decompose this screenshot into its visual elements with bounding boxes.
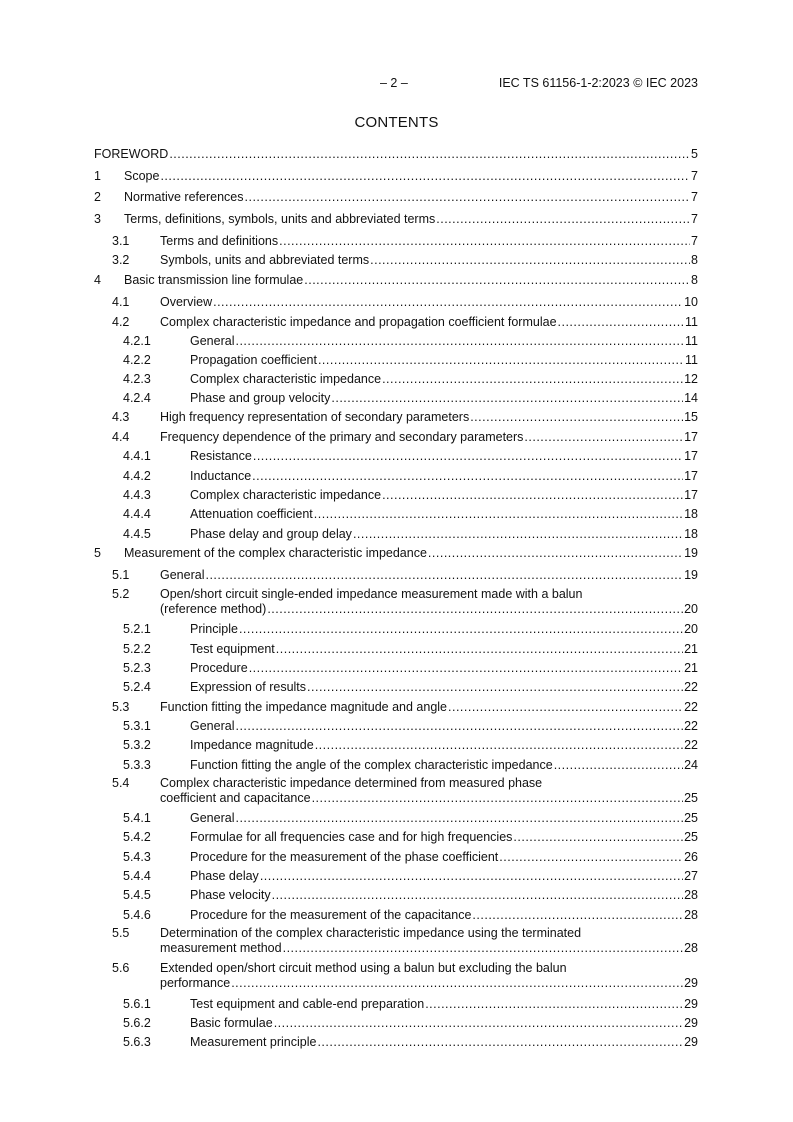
toc-entry-title: Measurement principle bbox=[190, 1035, 317, 1049]
toc-entry-body bbox=[124, 190, 698, 205]
toc-entry-title: Terms and definitions bbox=[160, 234, 279, 248]
dot-leader bbox=[272, 888, 683, 903]
toc-entry-title: Expression of results bbox=[190, 680, 307, 694]
toc-entry-number: 4.4.4 bbox=[123, 507, 151, 521]
toc-entry-title: General bbox=[160, 568, 205, 582]
toc-entry-title: Propagation coefficient bbox=[190, 353, 317, 367]
toc-entry-body bbox=[160, 961, 698, 991]
toc-entry-title: Overview bbox=[160, 295, 213, 309]
dot-leader bbox=[331, 391, 683, 406]
toc-entry-body bbox=[190, 527, 698, 542]
toc-entry-body bbox=[160, 568, 698, 583]
toc-entry-page: 8 bbox=[691, 273, 698, 287]
toc-title: CONTENTS bbox=[354, 114, 439, 131]
toc-entry-number: 5.3.2 bbox=[123, 738, 151, 752]
dot-leader bbox=[317, 1035, 683, 1050]
toc-entry-title: Attenuation coefficient bbox=[190, 507, 313, 521]
dot-leader bbox=[436, 212, 690, 227]
toc-entry-title: Formulae for all frequencies case and for high frequencies bbox=[190, 830, 513, 844]
toc-entry-body bbox=[190, 661, 698, 676]
toc-entry-title: FOREWORD bbox=[94, 147, 169, 161]
toc-entry-title: Phase delay bbox=[190, 869, 259, 883]
toc-entry-page: 15 bbox=[684, 410, 698, 424]
toc-entry-page: 29 bbox=[684, 976, 698, 990]
toc-entry-page: 28 bbox=[684, 908, 698, 922]
toc-entry-page: 22 bbox=[684, 680, 698, 694]
dot-leader bbox=[249, 661, 683, 676]
dot-leader bbox=[448, 700, 683, 715]
dot-leader bbox=[239, 622, 683, 637]
dot-leader bbox=[267, 602, 683, 617]
toc-entry-body bbox=[124, 546, 698, 561]
toc-entry-title: Procedure for the measurement of the phase coefficient bbox=[190, 850, 499, 864]
toc-entry-page: 17 bbox=[684, 449, 698, 463]
toc-entry-title-line1: Open/short circuit single-ended impedance measurement made with a balun bbox=[160, 587, 583, 601]
toc-entry-number: 2 bbox=[94, 190, 101, 204]
toc-entry-title: Symbols, units and abbreviated terms bbox=[160, 253, 370, 267]
toc-entry-number: 5.2.3 bbox=[123, 661, 151, 675]
toc-entry-number: 4.3 bbox=[112, 410, 130, 424]
toc-entry-page: 28 bbox=[684, 888, 698, 902]
toc-entry-body bbox=[190, 642, 698, 657]
toc-entry-body bbox=[160, 776, 698, 806]
dot-leader bbox=[382, 488, 683, 503]
toc-entry-title: Phase and group velocity bbox=[190, 391, 331, 405]
toc-entry-title: Frequency dependence of the primary and secondary parameters bbox=[160, 430, 524, 444]
toc-entry-title: Resistance bbox=[190, 449, 252, 463]
toc-entry-title: General bbox=[190, 719, 235, 733]
toc-entry-page: 29 bbox=[684, 1035, 698, 1049]
toc-entry-number: 5.4 bbox=[112, 776, 130, 790]
toc-entry-body bbox=[190, 449, 698, 464]
dot-leader bbox=[235, 719, 683, 734]
toc-entry-page: 25 bbox=[684, 830, 698, 844]
dot-leader bbox=[169, 147, 690, 162]
toc-entry-number: 5.5 bbox=[112, 926, 130, 940]
toc-entry-body bbox=[190, 830, 698, 845]
toc-entry-page: 29 bbox=[684, 1016, 698, 1030]
toc-entry-page: 22 bbox=[684, 738, 698, 752]
toc-entry-body bbox=[190, 622, 698, 637]
toc-entry-body bbox=[190, 334, 698, 349]
toc-entry-number: 4.4 bbox=[112, 430, 130, 444]
toc-entry-body bbox=[190, 738, 698, 753]
toc-entry-body bbox=[94, 147, 698, 162]
toc-entry-page: 17 bbox=[684, 469, 698, 483]
toc-entry-number: 5.4.4 bbox=[123, 869, 151, 883]
toc-entry-body bbox=[190, 1035, 698, 1050]
toc-entry-number: 5.4.6 bbox=[123, 908, 151, 922]
toc-entry-body bbox=[190, 507, 698, 522]
toc-entry-number: 4.4.1 bbox=[123, 449, 151, 463]
dot-leader bbox=[160, 169, 690, 184]
toc-entry-title: Phase delay and group delay bbox=[190, 527, 352, 541]
toc-entry-page: 7 bbox=[691, 212, 698, 226]
toc-entry-number: 4.2 bbox=[112, 315, 130, 329]
toc-entry-number: 4.2.4 bbox=[123, 391, 151, 405]
toc-entry-title: Inductance bbox=[190, 469, 252, 483]
dot-leader bbox=[470, 410, 683, 425]
toc-entry-title: Phase velocity bbox=[190, 888, 271, 902]
toc-entry-number: 5.4.5 bbox=[123, 888, 151, 902]
toc-entry-title: High frequency representation of secondary parameters bbox=[160, 410, 470, 424]
dot-leader bbox=[554, 758, 683, 773]
toc-entry-page: 12 bbox=[684, 372, 698, 386]
toc-entry-title: Normative references bbox=[124, 190, 244, 204]
toc-entry-number: 5.3.3 bbox=[123, 758, 151, 772]
toc-entry-title: Function fitting the impedance magnitude and angle bbox=[160, 700, 447, 714]
toc-entry-number: 4.4.2 bbox=[123, 469, 151, 483]
toc-entry-body bbox=[190, 469, 698, 484]
toc-entry-page: 21 bbox=[684, 661, 698, 675]
toc-entry-page: 14 bbox=[684, 391, 698, 405]
toc-entry-title: performance bbox=[160, 976, 231, 990]
toc-entry-title: Test equipment and cable-end preparation bbox=[190, 997, 425, 1011]
toc-entry-body bbox=[160, 253, 698, 268]
toc-entry-title: Function fitting the angle of the complex characteristic impedance bbox=[190, 758, 553, 772]
toc-entry-title: Impedance magnitude bbox=[190, 738, 314, 752]
dot-leader bbox=[231, 976, 683, 991]
dot-leader bbox=[382, 372, 683, 387]
toc-entry-page: 25 bbox=[684, 811, 698, 825]
dot-leader bbox=[213, 295, 683, 310]
dot-leader bbox=[428, 546, 683, 561]
toc-entry-title: Terms, definitions, symbols, units and abbreviated terms bbox=[124, 212, 436, 226]
toc-entry-body bbox=[190, 353, 698, 368]
toc-entry-title: Basic transmission line formulae bbox=[124, 273, 304, 287]
dot-leader bbox=[499, 850, 683, 865]
toc-entry-number: 5.6.1 bbox=[123, 997, 151, 1011]
toc-entry-page: 7 bbox=[691, 234, 698, 248]
page-number: – 2 – bbox=[380, 76, 408, 90]
dot-leader bbox=[318, 353, 684, 368]
dot-leader bbox=[253, 449, 683, 464]
toc-entry-page: 26 bbox=[684, 850, 698, 864]
toc-entry-page: 20 bbox=[684, 602, 698, 616]
dot-leader bbox=[304, 273, 690, 288]
toc-entry-page: 17 bbox=[684, 488, 698, 502]
toc-entry-body bbox=[190, 1016, 698, 1031]
toc-entry-page: 18 bbox=[684, 527, 698, 541]
toc-entry-body bbox=[190, 888, 698, 903]
toc-entry-page: 17 bbox=[684, 430, 698, 444]
toc-entry-body bbox=[190, 997, 698, 1012]
toc-entry-number: 5.2.1 bbox=[123, 622, 151, 636]
dot-leader bbox=[315, 738, 683, 753]
dot-leader bbox=[472, 908, 683, 923]
dot-leader bbox=[260, 869, 683, 884]
dot-leader bbox=[276, 642, 683, 657]
toc-entry-page: 29 bbox=[684, 997, 698, 1011]
toc-entry-page: 7 bbox=[691, 169, 698, 183]
document-reference: IEC TS 61156-1-2:2023 © IEC 2023 bbox=[498, 76, 698, 90]
toc-entry-body bbox=[160, 430, 698, 445]
dot-leader bbox=[279, 234, 690, 249]
toc-entry-number: 5.2 bbox=[112, 587, 130, 601]
toc-entry-body bbox=[160, 587, 698, 617]
toc-entry-number: 5.6.3 bbox=[123, 1035, 151, 1049]
toc-entry-page: 8 bbox=[691, 253, 698, 267]
toc-entry-page: 11 bbox=[685, 353, 698, 367]
toc-entry-number: 4.1 bbox=[112, 295, 130, 309]
dot-leader bbox=[235, 811, 683, 826]
toc-entry-body bbox=[124, 273, 698, 288]
dot-leader bbox=[283, 941, 684, 956]
toc-entry-body bbox=[190, 680, 698, 695]
toc-entry-title: Basic formulae bbox=[190, 1016, 273, 1030]
toc-entry-body bbox=[160, 295, 698, 310]
toc-entry-title: measurement method bbox=[160, 941, 282, 955]
dot-leader bbox=[274, 1016, 683, 1031]
toc-entry-number: 4.4.5 bbox=[123, 527, 151, 541]
toc-entry-number: 4.2.2 bbox=[123, 353, 151, 367]
dot-leader bbox=[205, 568, 683, 583]
toc-entry-body bbox=[190, 391, 698, 406]
toc-entry-body bbox=[160, 700, 698, 715]
toc-entry-number: 5.1 bbox=[112, 568, 130, 582]
toc-entry-number: 4.2.3 bbox=[123, 372, 151, 386]
toc-entry-page: 24 bbox=[684, 758, 698, 772]
toc-entry-page: 19 bbox=[684, 546, 698, 560]
toc-entry-title-line1: Complex characteristic impedance determined from measured phase bbox=[160, 776, 543, 790]
toc-entry-page: 19 bbox=[684, 568, 698, 582]
toc-entry-title: General bbox=[190, 811, 235, 825]
toc-entry-page: 10 bbox=[684, 295, 698, 309]
toc-entry-title: Procedure bbox=[190, 661, 248, 675]
toc-entry-title: Complex characteristic impedance and propagation coefficient formulae bbox=[160, 315, 557, 329]
dot-leader bbox=[558, 315, 685, 330]
toc-entry-title: Measurement of the complex characteristic impedance bbox=[124, 546, 427, 560]
toc-entry-number: 5 bbox=[94, 546, 101, 560]
toc-entry-page: 22 bbox=[684, 700, 698, 714]
toc-entry-body bbox=[190, 758, 698, 773]
toc-entry-number: 3.2 bbox=[112, 253, 130, 267]
toc-entry-number: 1 bbox=[94, 169, 101, 183]
dot-leader bbox=[425, 997, 683, 1012]
toc-entry-body bbox=[160, 410, 698, 425]
toc-entry-page: 5 bbox=[691, 147, 698, 161]
toc-entry-body bbox=[160, 926, 698, 956]
toc-entry-number: 5.3 bbox=[112, 700, 130, 714]
toc-entry-body bbox=[124, 212, 698, 227]
toc-entry-title: Complex characteristic impedance bbox=[190, 372, 382, 386]
toc-entry-body bbox=[190, 488, 698, 503]
toc-entry-number: 5.4.1 bbox=[123, 811, 151, 825]
toc-entry-title-line1: Determination of the complex characteristic impedance using the terminated bbox=[160, 926, 582, 940]
toc-entry-page: 25 bbox=[684, 791, 698, 805]
toc-entry-title-line1: Extended open/short circuit method using a balun but excluding the balun bbox=[160, 961, 567, 975]
dot-leader bbox=[314, 507, 683, 522]
dot-leader bbox=[235, 334, 684, 349]
toc-entry-number: 5.6 bbox=[112, 961, 130, 975]
toc-entry-body bbox=[190, 850, 698, 865]
toc-entry-body bbox=[160, 315, 698, 330]
toc-entry-number: 4 bbox=[94, 273, 101, 287]
dot-leader bbox=[353, 527, 683, 542]
toc-entry-number: 5.2.4 bbox=[123, 680, 151, 694]
toc-entry-number: 5.4.2 bbox=[123, 830, 151, 844]
toc-entry-page: 18 bbox=[684, 507, 698, 521]
toc-entry-body bbox=[190, 719, 698, 734]
dot-leader bbox=[370, 253, 690, 268]
toc-entry-page: 20 bbox=[684, 622, 698, 636]
toc-entry-body bbox=[190, 869, 698, 884]
toc-entry-number: 5.4.3 bbox=[123, 850, 151, 864]
toc-entry-body bbox=[124, 169, 698, 184]
toc-entry-body bbox=[190, 372, 698, 387]
dot-leader bbox=[312, 791, 684, 806]
toc-entry-number: 3.1 bbox=[112, 234, 130, 248]
toc-entry-number: 5.3.1 bbox=[123, 719, 151, 733]
toc-entry-title: coefficient and capacitance bbox=[160, 791, 311, 805]
toc-entry-number: 5.2.2 bbox=[123, 642, 151, 656]
toc-entry-title: Complex characteristic impedance bbox=[190, 488, 382, 502]
toc-entry-page: 21 bbox=[684, 642, 698, 656]
toc-entry-number: 3 bbox=[94, 212, 101, 226]
toc-entry-title: (reference method) bbox=[160, 602, 267, 616]
toc-entry-title: Principle bbox=[190, 622, 238, 636]
dot-leader bbox=[245, 190, 691, 205]
toc-entry-body bbox=[190, 908, 698, 923]
toc-entry-body bbox=[160, 234, 698, 249]
toc-entry-page: 7 bbox=[691, 190, 698, 204]
toc-entry-number: 5.6.2 bbox=[123, 1016, 151, 1030]
toc-entry-title: Procedure for the measurement of the capacitance bbox=[190, 908, 472, 922]
toc-entry-title: Test equipment bbox=[190, 642, 275, 656]
toc-entry-page: 28 bbox=[684, 941, 698, 955]
toc-entry-title: Scope bbox=[124, 169, 160, 183]
toc-entry-page: 11 bbox=[685, 315, 698, 329]
toc-entry-title: General bbox=[190, 334, 235, 348]
toc-entry-page: 11 bbox=[685, 334, 698, 348]
toc-entry-body bbox=[190, 811, 698, 826]
dot-leader bbox=[252, 469, 683, 484]
dot-leader bbox=[513, 830, 683, 845]
toc-entry-number: 4.4.3 bbox=[123, 488, 151, 502]
toc-entry-page: 27 bbox=[684, 869, 698, 883]
dot-leader bbox=[524, 430, 683, 445]
toc-entry-page: 22 bbox=[684, 719, 698, 733]
toc-entry-number: 4.2.1 bbox=[123, 334, 151, 348]
dot-leader bbox=[307, 680, 683, 695]
